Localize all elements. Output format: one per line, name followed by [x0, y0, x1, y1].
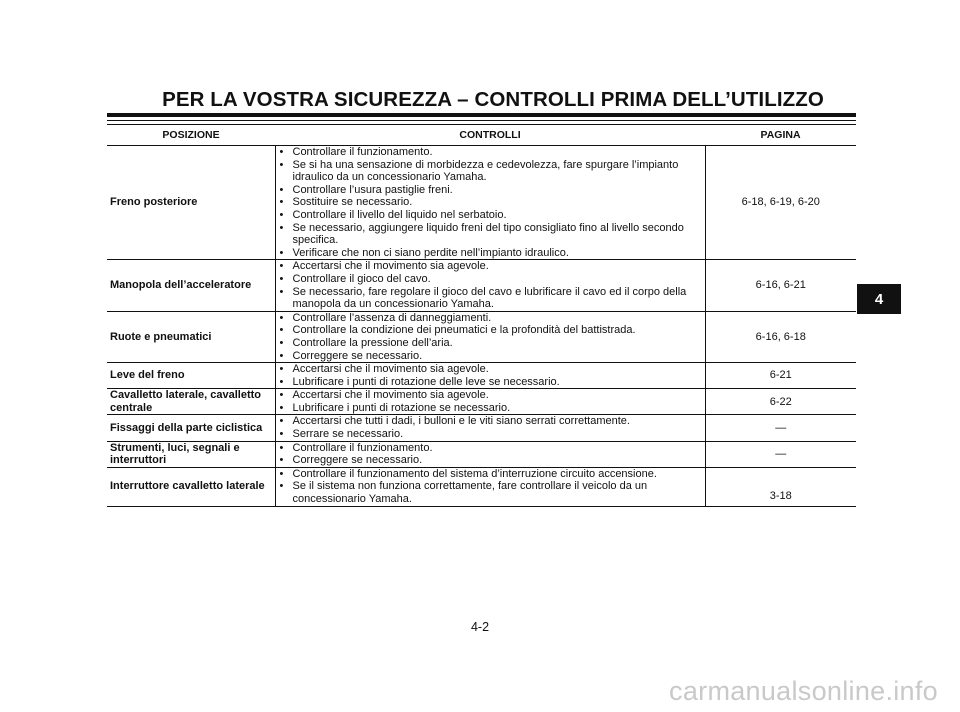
check-item: • Controllare l’usura pastiglie freni. — [279, 184, 702, 197]
title-rule-thick — [107, 113, 856, 117]
check-item: • Controllare la condizione dei pneumatici e la profondità del battistrada. — [279, 324, 702, 337]
page-number: 4-2 — [470, 620, 490, 634]
row-checks — [275, 146, 705, 260]
row-checks — [275, 311, 705, 362]
table-row — [107, 415, 856, 441]
check-item: • Verificare che non ci siano perdite nell’impianto idraulico. — [279, 247, 702, 260]
row-position: Fissaggi della parte ciclistica — [107, 415, 275, 441]
check-item: • Controllare il funzionamento del sistema d’interruzione circuito accensione. — [279, 468, 702, 481]
row-pages: 6-18, 6-19, 6-20 — [705, 146, 856, 260]
column-header-position: POSIZIONE — [107, 125, 275, 146]
table-header-row — [107, 125, 856, 146]
row-checks — [275, 363, 705, 389]
check-item: • Se si ha una sensazione di morbidezza e cedevolezza, fare spurgare l’impianto idraulico da un concessionario Yamaha. — [279, 159, 702, 184]
check-item: • Controllare l’assenza di danneggiamenti. — [279, 312, 702, 325]
check-item: • Accertarsi che il movimento sia agevole. — [279, 363, 702, 376]
check-item: • Sostituire se necessario. — [279, 196, 702, 209]
row-position: Leve del freno — [107, 363, 275, 389]
watermark: carmanualsonline.info — [669, 676, 938, 706]
pre-operation-checks-table — [107, 124, 856, 507]
row-pages: 6-16, 6-21 — [705, 260, 856, 311]
check-item: • Serrare se necessario. — [279, 428, 702, 441]
check-item: • Se necessario, aggiungere liquido freni del tipo consigliato fino al livello secondo specifica. — [279, 222, 702, 247]
row-checks — [275, 415, 705, 441]
check-item: • Controllare la pressione dell’aria. — [279, 337, 702, 350]
check-item: • Controllare il livello del liquido nel serbatoio. — [279, 209, 702, 222]
check-item: • Se il sistema non funziona correttamente, fare controllare il veicolo da un concessionario Yamaha. — [279, 480, 702, 505]
row-pages: 6-22 — [705, 389, 856, 415]
check-item: • Controllare il funzionamento. — [279, 146, 702, 159]
check-item: • Lubrificare i punti di rotazione se necessario. — [279, 402, 702, 415]
check-item: • Lubrificare i punti di rotazione delle leve se necessario. — [279, 376, 702, 389]
page-title: PER LA VOSTRA SICUREZZA – CONTROLLI PRIMA DELL’UTILIZZO — [162, 88, 824, 111]
check-item: • Accertarsi che il movimento sia agevole. — [279, 260, 702, 273]
column-header-page: PAGINA — [705, 125, 856, 146]
row-pages: — — [705, 441, 856, 467]
title-rule-thin — [107, 120, 856, 121]
row-pages: 6-16, 6-18 — [705, 311, 856, 362]
row-position: Cavalletto laterale, cavalletto centrale — [107, 389, 275, 415]
table-row — [107, 363, 856, 389]
row-position: Strumenti, luci, segnali e interruttori — [107, 441, 275, 467]
check-item: • Controllare il funzionamento. — [279, 442, 702, 455]
check-item: • Correggere se necessario. — [279, 350, 702, 363]
chapter-tab: 4 — [857, 284, 901, 314]
row-checks — [275, 389, 705, 415]
row-position: Interruttore cavalletto laterale — [107, 467, 275, 506]
check-item: • Accertarsi che tutti i dadi, i bulloni e le viti siano serrati correttamente. — [279, 415, 702, 428]
check-item: • Accertarsi che il movimento sia agevole. — [279, 389, 702, 402]
row-position: Manopola dell’acceleratore — [107, 260, 275, 311]
row-position: Ruote e pneumatici — [107, 311, 275, 362]
table-row — [107, 389, 856, 415]
row-pages: 3-18 — [705, 467, 856, 506]
row-pages: 6-21 — [705, 363, 856, 389]
row-checks — [275, 260, 705, 311]
check-item: • Se necessario, fare regolare il gioco del cavo e lubrificare il cavo ed il corpo della manopola da un concessionario Yamaha. — [279, 286, 702, 311]
row-checks — [275, 441, 705, 467]
check-item: • Controllare il gioco del cavo. — [279, 273, 702, 286]
table-row — [107, 311, 856, 362]
table-row — [107, 146, 856, 260]
check-item: • Correggere se necessario. — [279, 454, 702, 467]
table-row — [107, 260, 856, 311]
row-checks — [275, 467, 705, 506]
row-pages: — — [705, 415, 856, 441]
table-row — [107, 467, 856, 506]
column-header-checks: CONTROLLI — [275, 125, 705, 146]
table-row — [107, 441, 856, 467]
row-position: Freno posteriore — [107, 146, 275, 260]
